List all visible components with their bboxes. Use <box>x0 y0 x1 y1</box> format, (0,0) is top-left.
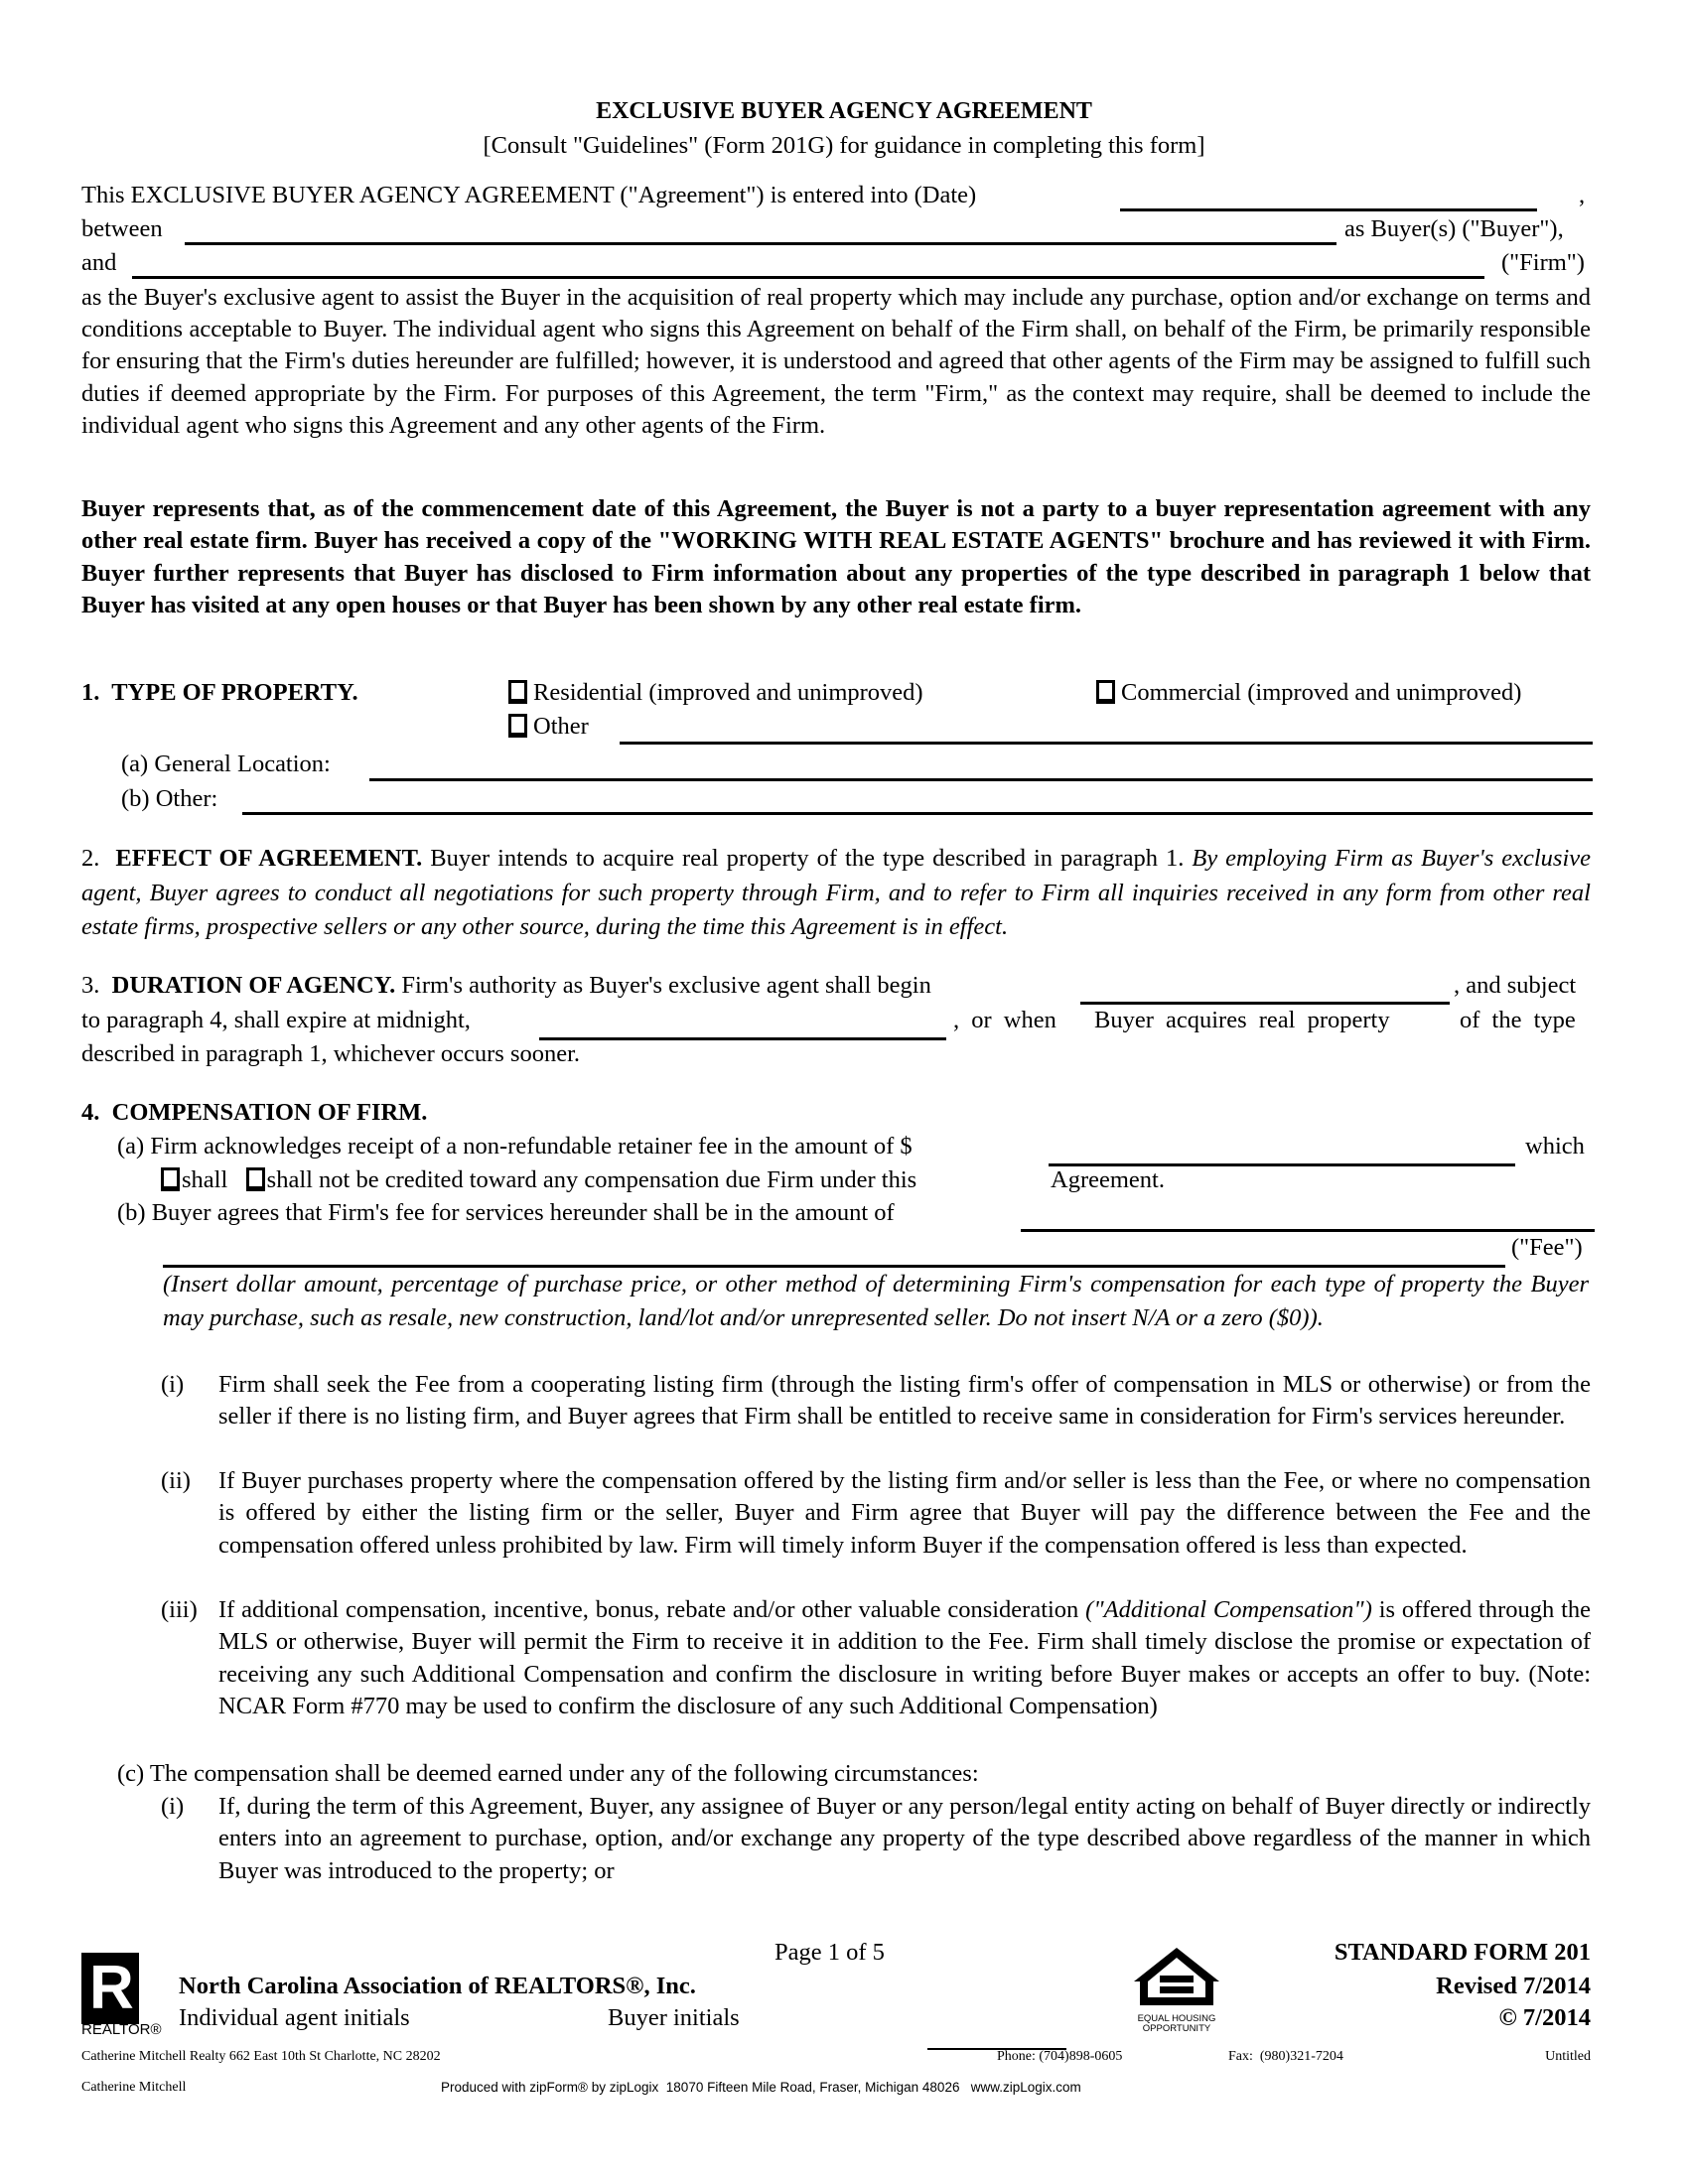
document-name: Untitled <box>1545 2049 1591 2064</box>
office-phone: Phone: (704)898-0605 <box>997 2049 1123 2064</box>
intro-paragraph: as the Buyer's exclusive agent to assist the Buyer in the acquisition of real property which may include any purchase, option and/or exchange on terms and conditions acceptable to Buyer. The individual agent who signs this Agreement on behalf of the Firm shall, on behalf of the Firm, be primarily responsible for ensuring that the Firm's duties hereunder are fulfilled; however, it is understood and agreed that other agents of the Firm may be assigned to fulfill such duties if deemed appropriate by the Firm. For purposes of this Agreement, the term "Firm," as the context may require, shall be deemed to include the individual agent who signs this Agreement and any other agents of the Firm. <box>81 284 1591 439</box>
equal-housing-line2: OPPORTUNITY <box>1142 2023 1211 2034</box>
b-item-ii-text: If Buyer purchases property where the compensation offered by the listing firm and/or seller is less than the Fee, or where no compensation is offered by either the listing firm or the seller, Buyer and Firm agree that Buyer will pay the difference between the Fee and the compensation offered unless prohibited by law. Firm will timely inform Buyer if the compensation offered is less than expected. <box>218 1467 1591 1559</box>
b-item-iii-text-after: is offered through the MLS or otherwise, Buyer will permit the Firm to receive it in addition to the Fee. Firm shall timely disclose the promise or expectation of receiving any such Additional Compensation and confirm the disclosure in writing before Buyer makes or accepts an offer to buy. (Note: NCAR Form #770 may be used to confirm the disclosure of any such Additional Compensation) <box>218 1596 1592 1720</box>
date-field[interactable] <box>1120 208 1537 211</box>
date-comma: , <box>1579 182 1586 208</box>
shall-label: shall <box>182 1166 228 1193</box>
b-item-iii-italic: ("Additional Compensation") <box>1085 1596 1372 1623</box>
form-subtitle: [Consult "Guidelines" (Form 201G) for guidance in completing this form] <box>483 132 1205 159</box>
buyer-name-field[interactable] <box>185 242 1336 245</box>
section3-number: 3. <box>81 972 100 999</box>
c-item-i-num: (i) <box>161 1793 185 1820</box>
between-label: between <box>81 215 163 242</box>
section3-text5: of the type <box>1460 1007 1576 1033</box>
form-title: EXCLUSIVE BUYER AGENCY AGREEMENT <box>596 98 1092 124</box>
section4-title: COMPENSATION OF FIRM. <box>111 1099 428 1126</box>
commercial-checkbox[interactable] <box>1096 680 1115 704</box>
section1-title: TYPE OF PROPERTY. <box>111 679 358 706</box>
section4-heading <box>81 1097 427 1129</box>
buyer-initials-label: Buyer initials <box>608 2004 740 2031</box>
other-checkbox[interactable] <box>508 714 527 738</box>
shall-row <box>161 1164 916 1196</box>
firm-suffix: ("Firm") <box>1501 249 1585 276</box>
general-location-label: (a) General Location: <box>121 751 331 777</box>
office-address: Catherine Mitchell Realty 662 East 10th St Charlotte, NC 28202 <box>81 2049 441 2064</box>
section2-number: 2. <box>81 845 100 872</box>
office-fax: Fax: (980)321-7204 <box>1228 2049 1343 2064</box>
section4-b-text: (b) Buyer agrees that Firm's fee for services hereunder shall be in the amount of <box>117 1199 895 1226</box>
realtor-logo-icon <box>81 1953 139 2024</box>
equal-housing-logo <box>1132 1946 1221 2035</box>
b-item-i-num: (i) <box>161 1371 185 1398</box>
section1-heading <box>81 677 358 709</box>
and-label: and <box>81 249 117 276</box>
shall-checkbox[interactable] <box>161 1167 180 1191</box>
equal-housing-icon <box>1132 1946 1221 2007</box>
fee-field-line1[interactable] <box>1021 1229 1595 1232</box>
expire-date-field[interactable] <box>539 1037 946 1040</box>
shall-not-checkbox[interactable] <box>246 1167 265 1191</box>
section2-italic: By employing Firm as Buyer's exclusive agent, Buyer agrees to conduct all negotiations for such property through Firm, and to refer to Firm all inquiries received in any form from other real estate firms, prospective sellers or any other source, during the time this Agreement is in effect. <box>81 845 1592 940</box>
agent-name: Catherine Mitchell <box>81 2080 187 2095</box>
fee-suffix: ("Fee") <box>1511 1234 1583 1261</box>
buyer-suffix: as Buyer(s) ("Buyer"), <box>1344 215 1564 242</box>
commercial-option[interactable] <box>1096 677 1521 709</box>
b-item-i-text: Firm shall seek the Fee from a cooperating listing firm (through the listing firm's offer of compensation in MLS or otherwise) or from the seller if there is no listing firm, and Buyer agrees that Firm shall be entitled to receive same in consideration for Firm's services hereunder. <box>218 1371 1591 1431</box>
section3-text4: , or when <box>953 1007 1056 1033</box>
realtor-mark: REALTOR® <box>81 2021 162 2038</box>
section4-a-text: (a) Firm acknowledges receipt of a non-refundable retainer fee in the amount of $ <box>117 1133 913 1160</box>
produced-by: Produced with zipForm® by zipLogix 18070 Fifteen Mile Road, Fraser, Michigan 48026 www.zipLogix.com <box>441 2080 1081 2095</box>
section1-number: 1. <box>81 679 100 706</box>
b-item-iii-text <box>218 1594 1591 1723</box>
other-type-field[interactable] <box>620 742 1593 745</box>
buyer-representation: Buyer represents that, as of the commencement date of this Agreement, the Buyer is not a party to a buyer representation agreement with any other real estate firm. Buyer has received a copy of the "WORKING WITH REAL ESTATE AGENTS" brochure and has reviewed it with Firm. Buyer further represents that Buyer has disclosed to Firm information about any properties of the type described in paragraph 1 below that Buyer has visited at any open houses or that Buyer has been shown by any other real estate firm. <box>81 495 1591 618</box>
other-option[interactable] <box>508 711 589 743</box>
section4-number: 4. <box>81 1099 100 1126</box>
residential-label: Residential (improved and unimproved) <box>533 679 923 706</box>
b-item-ii-num: (ii) <box>161 1467 191 1494</box>
intro-line: This EXCLUSIVE BUYER AGENCY AGREEMENT ("Agreement") is entered into (Date) <box>81 182 977 208</box>
copyright: © 7/2014 <box>1498 2004 1591 2031</box>
b-other-field[interactable] <box>242 812 1593 815</box>
b-item-iii-text-before: If additional compensation, incentive, bonus, rebate and/or other valuable consideration <box>218 1596 1079 1623</box>
firm-name-field[interactable] <box>132 276 1484 279</box>
section3-text6: described in paragraph 1, whichever occurs sooner. <box>81 1040 581 1067</box>
section2 <box>81 842 1591 945</box>
revised-date: Revised 7/2014 <box>1436 1973 1591 1999</box>
realtor-letter: R <box>89 1954 134 2022</box>
residential-checkbox[interactable] <box>508 680 527 704</box>
shall-not-label: shall not be credited toward any compensation due Firm under this <box>266 1166 917 1193</box>
association-name: North Carolina Association of REALTORS®, Inc. <box>179 1973 696 1999</box>
general-location-field[interactable] <box>369 778 1593 781</box>
form-number: STANDARD FORM 201 <box>1334 1939 1591 1966</box>
section3-text1: Firm's authority as Buyer's exclusive agent shall begin <box>401 972 931 999</box>
section4-c-text: (c) The compensation shall be deemed earned under any of the following circumstances: <box>117 1760 979 1787</box>
b-item-iii-num: (iii) <box>161 1596 198 1623</box>
other-label: Other <box>533 713 589 740</box>
page-number: Page 1 of 5 <box>774 1939 885 1966</box>
b-other-label: (b) Other: <box>121 785 218 812</box>
section4-which: which <box>1525 1133 1585 1160</box>
agreement-word: Agreement. <box>1051 1166 1165 1193</box>
fee-instructions: (Insert dollar amount, percentage of purchase price, or other method of determining Firm's compensation for each type of property the Buyer may purchase, such as resale, new construction, land/lot and/or unrepresented seller. Do not insert N/A or a zero ($0)). <box>163 1271 1589 1331</box>
section3-line1 <box>81 970 931 1002</box>
section3-text2: , and subject <box>1454 972 1577 999</box>
agent-initials-label: Individual agent initials <box>179 2004 410 2031</box>
residential-option[interactable] <box>508 677 923 709</box>
equal-housing-line1: EQUAL HOUSING <box>1137 2013 1216 2024</box>
section2-text: Buyer intends to acquire real property of the type described in paragraph 1. <box>430 845 1185 872</box>
commercial-label: Commercial (improved and unimproved) <box>1121 679 1522 706</box>
expire-condition-value[interactable]: Buyer acquires real property <box>1094 1007 1390 1033</box>
c-item-i-text: If, during the term of this Agreement, Buyer, any assignee of Buyer or any person/legal entity acting on behalf of Buyer directly or indirectly enters into an agreement to purchase, option, and/or exchange any property of the type described above regardless of the manner in which Buyer was introduced to the property; or <box>218 1793 1591 1884</box>
section3-heading: DURATION OF AGENCY. <box>111 972 396 999</box>
section2-heading: EFFECT OF AGREEMENT. <box>115 845 423 872</box>
section3-text3: to paragraph 4, shall expire at midnight, <box>81 1007 471 1033</box>
